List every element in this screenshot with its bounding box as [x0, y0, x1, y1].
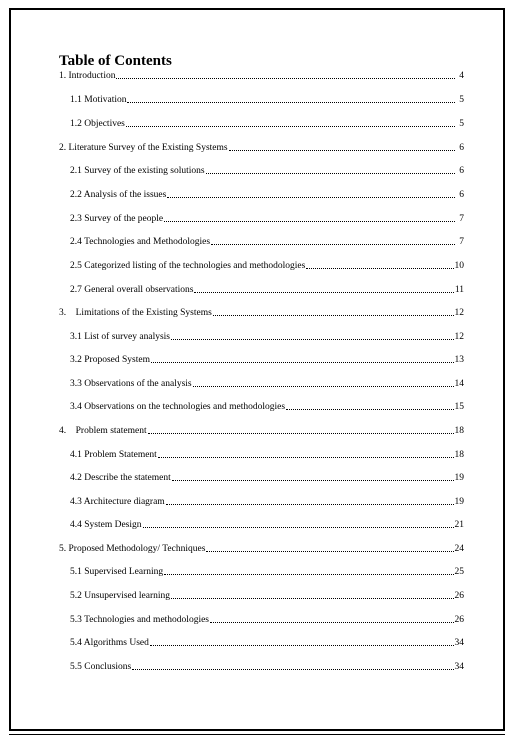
toc-subsection-entry [70, 401, 464, 413]
dot-leader [213, 314, 454, 316]
toc-entry-label: 2. Literature Survey of the Existing Systems [59, 143, 228, 153]
toc-subsection-entry [70, 189, 464, 201]
toc-entry-label: 3.1 List of survey analysis [70, 332, 171, 342]
toc-page-number: 10 [454, 261, 464, 271]
dot-leader [166, 503, 454, 505]
dot-leader [116, 77, 455, 79]
toc-entry-label: 2.5 Categorized listing of the technologies and methodologies [70, 261, 306, 271]
toc-entry-label: 5.4 Algorithms Used [70, 638, 149, 648]
dot-leader [210, 621, 454, 623]
toc-page-number: 7 [459, 214, 464, 224]
dot-leader [206, 172, 455, 174]
toc-subsection-entry [70, 519, 464, 531]
toc-entry-label: 5.1 Supervised Learning [70, 567, 164, 577]
dot-leader [127, 101, 455, 103]
toc-subsection-entry [70, 94, 464, 106]
dot-leader [143, 526, 454, 528]
toc-subsection-entry [70, 118, 464, 130]
toc-page-number: 12 [454, 332, 464, 342]
toc-title: Table of Contents [59, 53, 172, 69]
toc-entry-label: 2.1 Survey of the existing solutions [70, 166, 205, 176]
toc-page-number: 15 [454, 402, 464, 412]
toc-page-number: 14 [454, 379, 464, 389]
toc-page-number: 6 [459, 190, 464, 200]
toc-entry-label: 5.5 Conclusions [70, 662, 132, 672]
dot-leader [286, 408, 453, 410]
toc-page-number: 6 [459, 143, 464, 153]
toc-page-number: 19 [454, 473, 464, 483]
toc-entry-label: 4.3 Architecture diagram [70, 497, 165, 507]
toc-entry-label: 1.1 Motivation [70, 95, 127, 105]
toc-page-number: 19 [454, 497, 464, 507]
toc-section-entry [59, 70, 464, 82]
toc-entry-label: 2.4 Technologies and Methodologies [70, 237, 211, 247]
dot-leader [194, 291, 453, 293]
toc-section-entry [59, 307, 464, 319]
toc-subsection-entry [70, 331, 464, 343]
toc-subsection-entry [70, 449, 464, 461]
toc-page-number: 26 [454, 591, 464, 601]
toc-subsection-entry [70, 472, 464, 484]
toc-page-number: 11 [454, 285, 464, 295]
dot-leader [306, 267, 453, 269]
dot-leader [193, 385, 454, 387]
dot-leader [206, 550, 453, 552]
toc-entry-label: 4.2 Describe the statement [70, 473, 171, 483]
toc-page-number: 12 [454, 308, 464, 318]
toc-subsection-entry [70, 496, 464, 508]
toc-section-entry [59, 543, 464, 555]
toc-page-number: 4 [459, 71, 464, 81]
toc-page-number: 18 [454, 450, 464, 460]
toc-page-number: 13 [454, 355, 464, 365]
toc-page-number: 34 [454, 638, 464, 648]
toc-entry-label: 3. Limitations of the Existing Systems [59, 308, 212, 318]
dot-leader [158, 456, 454, 458]
dot-leader [132, 668, 453, 670]
toc-entry-label: 2.2 Analysis of the issues [70, 190, 167, 200]
dot-leader [171, 338, 453, 340]
dot-leader [126, 125, 455, 127]
toc-page-number: 5 [459, 119, 464, 129]
dot-leader [171, 597, 454, 599]
toc-subsection-entry [70, 566, 464, 578]
dot-leader [172, 479, 454, 481]
dot-leader [151, 361, 454, 363]
toc-entry-label: 2.3 Survey of the people [70, 214, 164, 224]
toc-entry-label: 3.3 Observations of the analysis [70, 379, 192, 389]
toc-entry-label: 2.7 General overall observations [70, 285, 194, 295]
toc-page-number: 26 [454, 615, 464, 625]
toc-entry-label: 1. Introduction [59, 71, 116, 81]
toc-section-entry [59, 425, 464, 437]
toc-entry-label: 4.1 Problem Statement [70, 450, 157, 460]
toc-page-number: 21 [454, 520, 464, 530]
toc-subsection-entry [70, 236, 464, 248]
toc-subsection-entry [70, 590, 464, 602]
dot-leader [229, 149, 455, 151]
toc-subsection-entry [70, 378, 464, 390]
toc-entry-label: 4. Problem statement [59, 426, 147, 436]
toc-entry-label: 5.2 Unsupervised learning [70, 591, 170, 601]
dot-leader [148, 432, 454, 434]
dot-leader [167, 196, 455, 198]
toc-entry-label: 3.2 Proposed System [70, 355, 150, 365]
toc-page-number: 7 [459, 237, 464, 247]
toc-subsection-entry [70, 260, 464, 272]
toc-entry-label: 4.4 System Design [70, 520, 142, 530]
toc-subsection-entry [70, 284, 464, 296]
toc-subsection-entry [70, 354, 464, 366]
dot-leader [211, 243, 455, 245]
toc-page-number: 25 [454, 567, 464, 577]
toc-section-entry [59, 142, 464, 154]
toc-page-number: 6 [459, 166, 464, 176]
toc-subsection-entry [70, 661, 464, 673]
toc-subsection-entry [70, 213, 464, 225]
dot-leader [164, 573, 453, 575]
toc-entry-label: 5. Proposed Methodology/ Techniques [59, 544, 206, 554]
toc-subsection-entry [70, 614, 464, 626]
toc-entry-label: 1.2 Objectives [70, 119, 125, 129]
toc-page-number: 5 [459, 95, 464, 105]
dot-leader [164, 220, 455, 222]
toc-subsection-entry [70, 637, 464, 649]
toc-page-number: 24 [454, 544, 464, 554]
toc-entry-label: 3.4 Observations on the technologies and methodologies [70, 402, 286, 412]
toc-page-number: 34 [454, 662, 464, 672]
toc-entry-label: 5.3 Technologies and methodologies [70, 615, 209, 625]
toc-page-number: 18 [454, 426, 464, 436]
toc-subsection-entry [70, 165, 464, 177]
dot-leader [150, 644, 454, 646]
